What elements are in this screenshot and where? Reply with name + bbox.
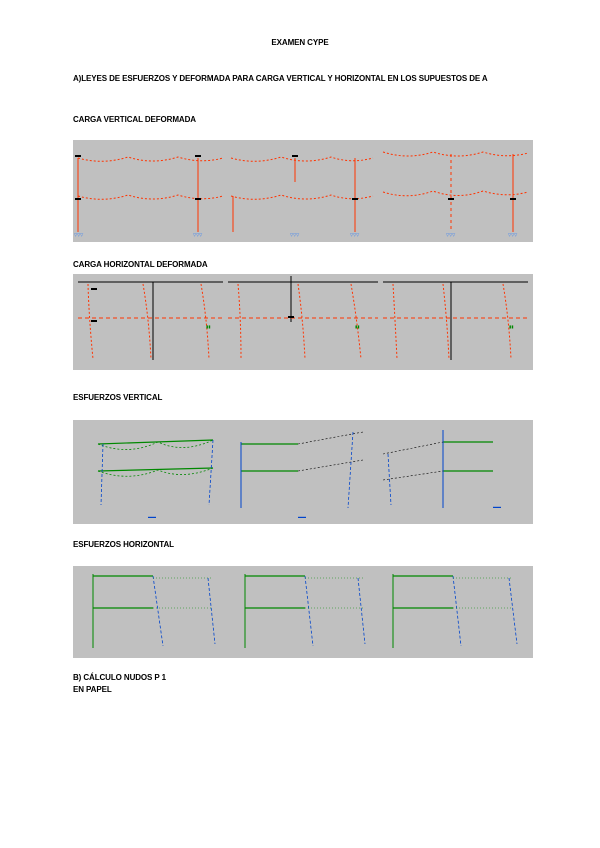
figure-4-caption: ESFUERZOS HORIZONTAL [73, 540, 174, 549]
svg-text:▽▽▽: ▽▽▽ [446, 232, 456, 237]
svg-text:▬▬: ▬▬ [493, 504, 501, 509]
frame-model-3 [383, 152, 528, 237]
section-b-heading: B) CÁLCULO NUDOS P 1 [73, 673, 166, 682]
figure-2-caption: CARGA HORIZONTAL DEFORMADA [73, 260, 208, 269]
svg-text:▮▮: ▮▮ [509, 324, 514, 329]
frame-diagram-vertical-deformed [73, 140, 533, 242]
frame-model-1 [98, 440, 213, 519]
frame-model-1 [93, 574, 215, 648]
frame-diagram-vertical-forces [73, 420, 533, 524]
frame-model-2 [231, 155, 373, 237]
frame-model-3 [383, 430, 501, 509]
frame-model-3 [383, 282, 528, 360]
figure-1-caption: CARGA VERTICAL DEFORMADA [73, 115, 196, 124]
svg-text:▽▽▽: ▽▽▽ [74, 232, 84, 237]
section-b-note: EN PAPEL [73, 685, 112, 694]
frame-model-2 [228, 276, 378, 359]
frame-model-1 [78, 282, 223, 360]
frame-diagram-horizontal-deformed [73, 274, 533, 370]
frame-model-2 [245, 574, 365, 648]
frame-model-3 [393, 574, 517, 648]
svg-text:▬▬: ▬▬ [148, 514, 156, 519]
page-title: EXAMEN CYPE [271, 38, 329, 47]
svg-text:▽▽▽: ▽▽▽ [290, 232, 300, 237]
svg-text:▬▬: ▬▬ [298, 514, 306, 519]
figure-3-caption: ESFUERZOS VERTICAL [73, 393, 163, 402]
figure-vertical-forces [73, 420, 533, 524]
svg-text:▮▮: ▮▮ [206, 324, 211, 329]
frame-model-2 [241, 432, 363, 519]
svg-text:▽▽▽: ▽▽▽ [508, 232, 518, 237]
frame-diagram-horizontal-forces [73, 566, 533, 658]
svg-text:▽▽▽: ▽▽▽ [350, 232, 360, 237]
svg-text:▮▮: ▮▮ [355, 324, 360, 329]
figure-horizontal-forces [73, 566, 533, 658]
figure-horizontal-deformed [73, 274, 533, 370]
section-a-heading: A)LEYES DE ESFUERZOS Y DEFORMADA PARA CARGA VERTICAL Y HORIZONTAL EN LOS SUPUESTOS DE A [73, 74, 488, 83]
frame-model-1 [74, 155, 223, 237]
figure-vertical-deformed [73, 140, 533, 242]
svg-text:▽▽▽: ▽▽▽ [193, 232, 203, 237]
